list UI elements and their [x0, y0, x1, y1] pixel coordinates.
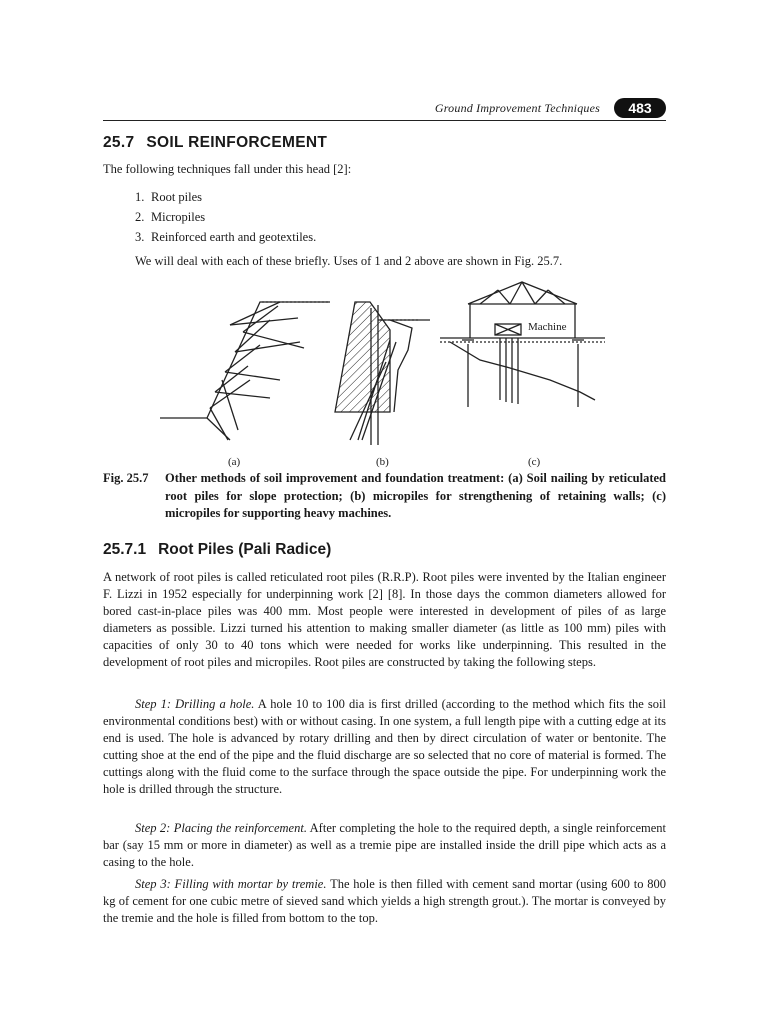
step-1-text: A hole 10 to 100 dia is first drilled (according to the method which fits the soil environmental conditions best) with or without casing. In one system, a full length pipe with a cutting edge at its end is used. The hole is advanced by rotary drilling and then by direct circulation of water or bentonite. The cutting shoe at the end of the pipe and the fluid discharge are so selected that no core of material is formed. The cuttings along with the fluid come to the surface through the space outside the pipe. For underpinning work the hole is drilled through the structure. — [103, 697, 666, 796]
figure-label-b: (b) — [376, 456, 389, 468]
machine-label: Machine — [528, 321, 567, 333]
list-item: 1. Root piles — [135, 190, 203, 204]
figure-label-c: (c) — [528, 456, 541, 468]
paragraph-step-3 — [103, 876, 666, 927]
list-item: 3. Reinforced earth and geotextiles. — [135, 230, 317, 244]
caption-label: Fig. 25.7 — [103, 471, 149, 485]
step-3-text: The hole is then filled with cement sand mortar (using 600 to 800 kg of cement for one cubic metre of sieved sand which yields a high strength grout.). The mortar is conveyed by the tremie and the hole is filled from bottom to the top. — [103, 877, 666, 925]
section-number: 25.7 — [103, 134, 135, 151]
diagram-c-machine-support — [440, 282, 605, 407]
diagram-b-retaining-wall — [335, 302, 430, 445]
paragraph-root-piles-intro: A network of root piles is called reticulated root piles (R.R.P). Root piles were invented by the Italian engineer F. Lizzi in 1952 especially for underpinning work [2] [8]. In those days the common diameters allowed for bored cast-in-place piles was 400 mm. Most people were interested in development of piles of as large diameters as possible. Lizzi turned his attention to making smaller diameter (as little as 100 mm) piles with capacities of only 30 to 40 tons which were needed for works like underpinning. This resulted in the development of root piles and micropiles. Root piles are constructed by taking the following steps. — [103, 570, 666, 669]
running-title: Ground Improvement Techniques — [434, 101, 600, 115]
step-3-lead: Step 3: Filling with mortar by tremie. — [135, 877, 327, 891]
caption-text: Other methods of soil improvement and foundation treatment: (a) Soil nailing by reticulated root piles for slope protection; (b) micropiles for strengthening of retaining walls; (c) micropiles for supporting heavy machines. — [165, 471, 666, 520]
step-1-lead: Step 1: Drilling a hole. — [135, 697, 255, 711]
list-item: 2. Micropiles — [135, 210, 206, 224]
technique-list — [135, 187, 316, 247]
figure-caption — [103, 470, 666, 523]
section-intro: The following techniques fall under this head [2]: — [103, 162, 352, 176]
step-2-lead: Step 2: Placing the reinforcement. — [135, 821, 307, 835]
section-heading — [103, 134, 327, 152]
figure-reference-text: We will deal with each of these briefly. Uses of 1 and 2 above are shown in Fig. 25.7. — [135, 254, 563, 268]
subsection-heading — [103, 541, 331, 559]
figure-drawing — [150, 280, 610, 475]
paragraph-step-1 — [103, 696, 666, 798]
paragraph-step-2 — [103, 820, 666, 871]
running-header — [103, 98, 666, 121]
step-2-text: After completing the hole to the required depth, a single reinforcement bar (say 15 mm or more in diameter) as well as a tremie pipe are installed inside the drill pipe which acts as a casing to the hole. — [103, 821, 666, 869]
diagram-a-soil-nailing — [160, 302, 330, 440]
figure-label-a: (a) — [228, 456, 241, 468]
subsection-number: 25.7.1 — [103, 541, 147, 558]
page-number-badge: 483 — [614, 98, 666, 118]
figure-25-7 — [150, 280, 610, 475]
section-title: SOIL REINFORCEMENT — [146, 134, 328, 151]
subsection-title: Root Piles (Pali Radice) — [158, 541, 332, 558]
